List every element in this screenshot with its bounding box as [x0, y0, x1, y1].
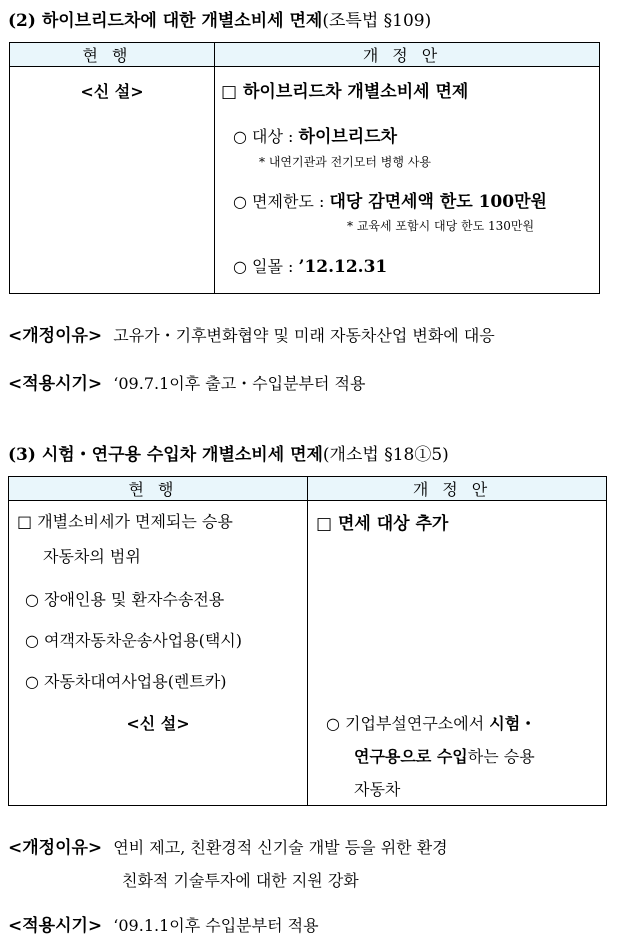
- section2-sunset-label: ○ 일몰 :: [233, 257, 294, 276]
- section3-reason-text-2: 친화적 기술투자에 대한 지원 강화: [122, 871, 359, 890]
- section3-proposed-item-1b: 시험・: [489, 714, 537, 733]
- section3-proposed-cell: [308, 501, 606, 805]
- section2-title: [8, 6, 431, 31]
- section2-target-note: * 내연기관과 전기모터 병행 사용: [259, 155, 431, 169]
- section3-table: [8, 476, 607, 806]
- section3-apply-text: ‘09.1.1이후 수입분부터 적용: [113, 916, 319, 935]
- section2-apply: [8, 369, 365, 394]
- section2-apply-label: <적용시기>: [8, 374, 103, 394]
- section3-current-item: ○ 여객자동차운송사업용(택시): [25, 631, 243, 650]
- section2-title-ref: (조특법 §109): [322, 11, 432, 31]
- section3-proposed-item-3: 자동차: [354, 780, 401, 799]
- section3-title: [8, 440, 449, 465]
- section2-current-new: <신 설>: [80, 82, 144, 101]
- section2-proposed-heading: □ 하이브리드차 개별소비세 면제: [221, 82, 469, 102]
- section3-apply-label: <적용시기>: [8, 916, 103, 936]
- section3-title-main: (3) 시험・연구용 수입차 개별소비세 면제: [8, 445, 323, 465]
- section2-reason: [8, 321, 495, 346]
- section2-reason-text: 고유가・기후변화협약 및 미래 자동차산업 변화에 대응: [113, 326, 495, 345]
- section2-table: [9, 42, 600, 294]
- section2-target-value: 하이브리드차: [298, 127, 398, 147]
- section2-target-label: ○ 대상 :: [233, 127, 294, 146]
- section3-proposed-item-2b: 하는 승용: [467, 747, 535, 766]
- section3-current-heading-2: 자동차의 범위: [43, 547, 141, 566]
- section2-reason-label: <개정이유>: [8, 326, 103, 346]
- section3-proposed-heading: □ 면세 대상 추가: [316, 514, 449, 534]
- section3-proposed-line-1: [326, 711, 536, 734]
- section3-header-current: 현행: [9, 477, 308, 501]
- section3-reason-label: <개정이유>: [8, 838, 103, 858]
- section3-proposed-item-2a: 연구용으로 수입: [354, 747, 468, 766]
- section2-proposed-cell: [215, 67, 599, 293]
- section3-current-item: ○ 자동차대여사업용(렌트카): [25, 672, 227, 691]
- section2-apply-text: ‘09.7.1이후 출고・수입분부터 적용: [113, 374, 366, 393]
- section2-limit-line: [233, 187, 547, 212]
- section3-header-proposed: 개정안: [308, 477, 607, 501]
- section3-apply: [8, 911, 319, 936]
- section2-target-line: [233, 122, 397, 147]
- section2-header-proposed: 개정안: [215, 43, 600, 67]
- section3-current-cell: [9, 501, 307, 805]
- section3-current-new: <신 설>: [126, 714, 190, 733]
- section3-reason-text-1: 연비 제고, 친환경적 신기술 개발 등을 위한 환경: [113, 838, 448, 857]
- section3-proposed-item-1a: ○ 기업부설연구소에서: [326, 714, 490, 733]
- section3-proposed-line-2: [354, 744, 535, 767]
- section2-limit-note: * 교육세 포함시 대당 한도 130만원: [347, 219, 535, 233]
- section2-current-cell: [10, 67, 214, 293]
- section2-header-current: 현행: [10, 43, 215, 67]
- section2-sunset-line: [233, 254, 387, 277]
- section3-current-item: ○ 장애인용 및 환자수송전용: [25, 590, 225, 609]
- section2-title-main: (2) 하이브리드차에 대한 개별소비세 면제: [8, 11, 323, 31]
- section3-current-heading-1: □ 개별소비세가 면제되는 승용: [17, 512, 233, 531]
- section3-title-ref: (개소법 §18①5): [322, 445, 449, 465]
- section2-limit-label: ○ 면제한도 :: [233, 192, 325, 211]
- section2-sunset-value: ’12.12.31: [298, 257, 388, 277]
- section2-limit-value: 대당 감면세액 한도 100만원: [329, 192, 547, 212]
- section3-reason: [8, 833, 448, 858]
